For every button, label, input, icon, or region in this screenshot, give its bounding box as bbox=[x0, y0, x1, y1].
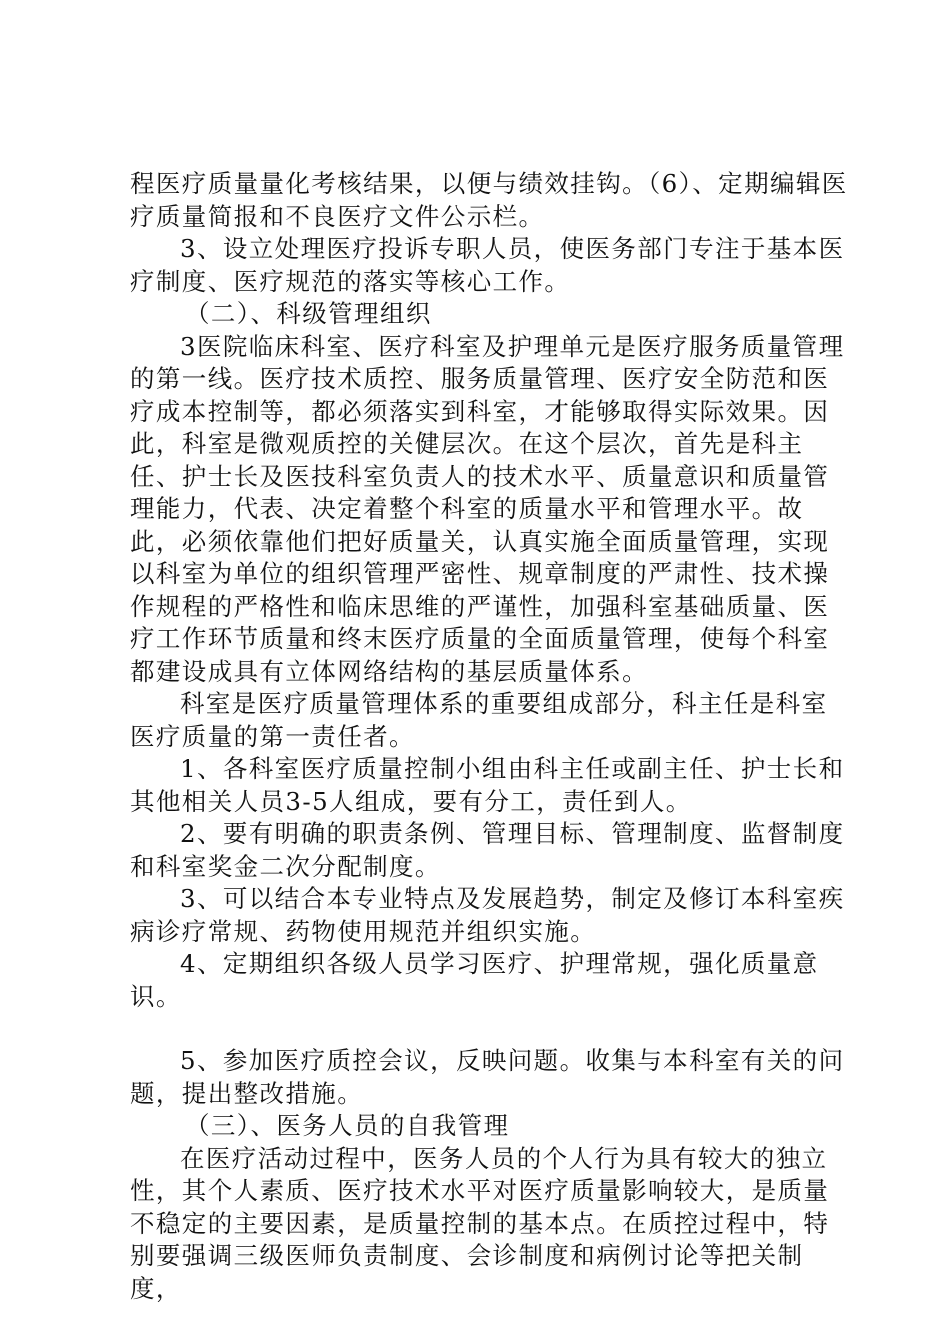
paragraph-self-management: 在医疗活动过程中，医务人员的个人行为具有较大的独立性，其个人素质、医疗技术水平对医疗质量影响较大，是质量不稳定的主要因素，是质量控制的基本点。在质控过程中，特别要强调三级医师负责制度、会诊制度和病例讨论等把关制度， bbox=[130, 1143, 830, 1303]
paragraph-department-responsibility: 科室是医疗质量管理体系的重要组成部分，科主任是科室医疗质量的第一责任者。 bbox=[130, 689, 828, 751]
list-item-3: 3、可以结合本专业特点及发展趋势，制定及修订本科室疾病诊疗常规、药物使用规范并组织实施。 bbox=[130, 884, 845, 946]
section-heading-department-management: （二）、科级管理组织 bbox=[185, 299, 432, 328]
list-item-4: 4、定期组织各级人员学习医疗、护理常规，强化质量意识。 bbox=[130, 949, 819, 1011]
list-item-1: 1、各科室医疗质量控制小组由科主任或副主任、护士长和其他相关人员3-5人组成，要有分工，责任到人。 bbox=[130, 754, 845, 816]
paragraph-item-3-complaints: 3、设立处理医疗投诉专职人员，使医务部门专注于基本医疗制度、医疗规范的落实等核心工作。 bbox=[130, 234, 845, 296]
section-heading-self-management: （三）、医务人员的自我管理 bbox=[185, 1111, 510, 1140]
paragraph-department-frontline: 3医院临床科室、医疗科室及护理单元是医疗服务质量管理的第一线。医疗技术质控、服务质量管理、医疗安全防范和医疗成本控制等，都必须落实到科室，才能够取得实际效果。因此，科室是微观质控的关健层次。在这个层次，首先是科主任、护士长及医技科室负责人的技术水平、质量意识和质量管理能力，代表、决定着整个科室的质量水平和管理水平。故此，必须依靠他们把好质量关，认真实施全面质量管理，实现以科室为单位的组织管理严密性、规章制度的严肃性、技术操作规程的严格性和临床思维的严谨性，加强科室基础质量、医疗工作环节质量和终末医疗质量的全面质量管理，使每个科室都建设成具有立体网络结构的基层质量体系。 bbox=[130, 331, 845, 686]
list-item-2: 2、要有明确的职责条例、管理目标、管理制度、监督制度和科室奖金二次分配制度。 bbox=[130, 819, 845, 881]
document-body bbox=[130, 168, 850, 1305]
list-item-5: 5、参加医疗质控会议，反映问题。收集与本科室有关的问题，提出整改措施。 bbox=[130, 1046, 845, 1108]
paragraph-continuation: 程医疗质量量化考核结果，以便与绩效挂钩。（6）、定期编辑医疗质量简报和不良医疗文件公示栏。 bbox=[130, 169, 848, 231]
